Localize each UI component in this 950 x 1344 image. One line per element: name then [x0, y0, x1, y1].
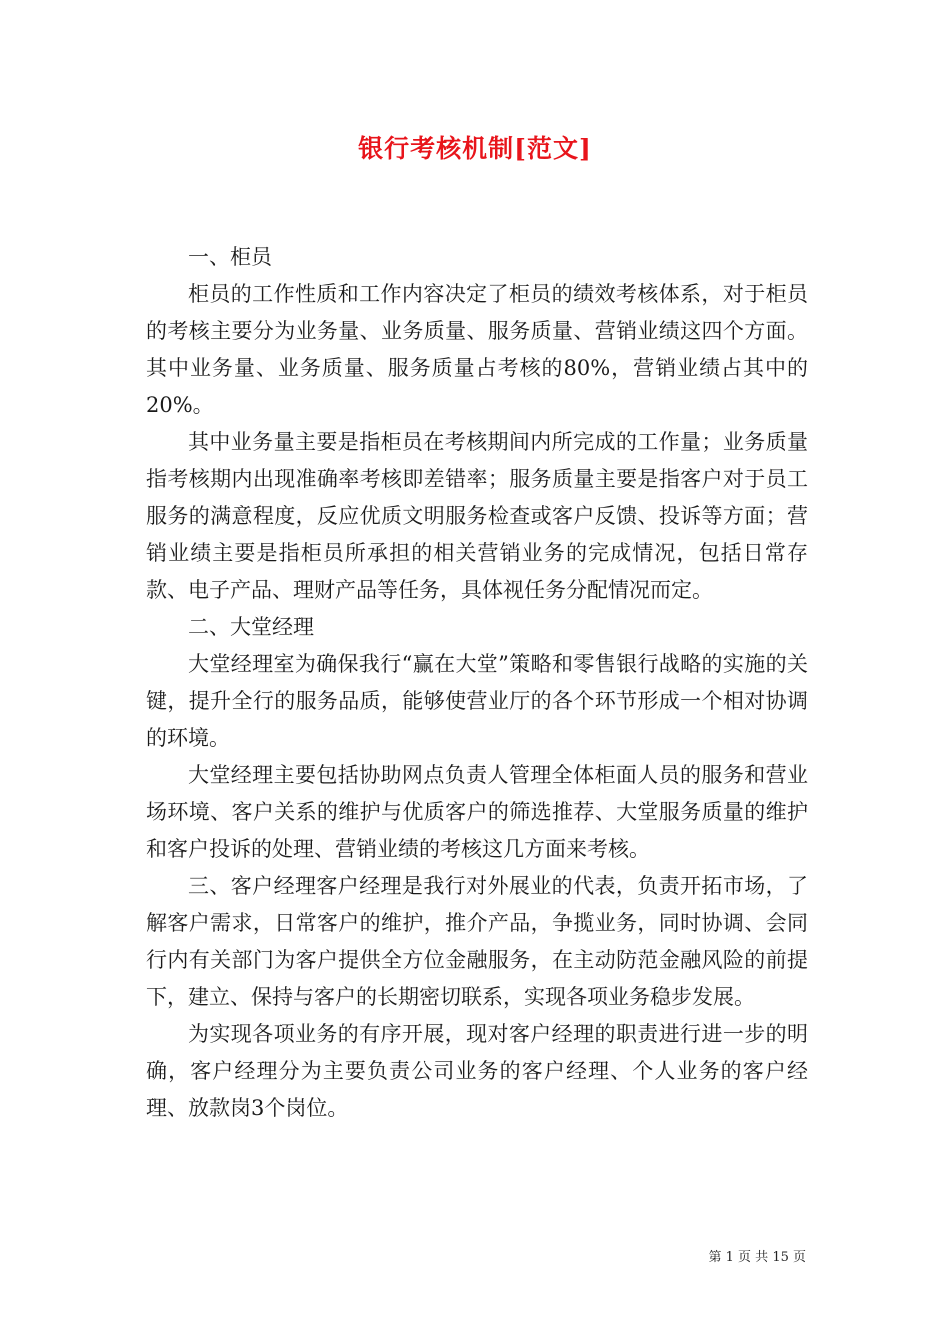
paragraph: 三、客户经理客户经理是我行对外展业的代表，负责开拓市场，了解客户需求，日常客户的维护，推介产品，争揽业务，同时协调、会同行内有关部门为客户提供全方位金融服务，在主动防范金融风险的前提下，建立、保持与客户的长期密切联系，实现各项业务稳步发展。: [146, 874, 808, 1009]
paragraph: 其中业务量主要是指柜员在考核期间内所完成的工作量；业务质量指考核期内出现准确率考核即差错率；服务质量主要是指客户对于员工服务的满意程度，反应优质文明服务检查或客户反馈、投诉等方面；营销业绩主要是指柜员所承担的相关营销业务的完成情况，包括日常存款、电子产品、理财产品等任务，具体视任务分配情况而定。: [146, 430, 808, 602]
paragraph: 为实现各项业务的有序开展，现对客户经理的职责进行进一步的明确，客户经理分为主要负责公司业务的客户经理、个人业务的客户经理、放款岗3个岗位。: [146, 1022, 808, 1120]
document-title: 银行考核机制[范文]: [358, 134, 592, 163]
document-body: [146, 239, 808, 1127]
paragraph: 柜员的工作性质和工作内容决定了柜员的绩效考核体系，对于柜员的考核主要分为业务量、业务质量、服务质量、营销业绩这四个方面。其中业务量、业务质量、服务质量占考核的80%，营销业绩占其中的20%。: [146, 282, 808, 417]
section-heading-teller: 一、柜员: [188, 245, 272, 269]
section-heading-lobby-manager: 二、大堂经理: [188, 615, 314, 639]
page-number-footer: 第 1 页 共 15 页: [708, 1250, 806, 1265]
paragraph: 大堂经理室为确保我行“赢在大堂”策略和零售银行战略的实施的关键，提升全行的服务品质，能够使营业厅的各个环节形成一个相对协调的环境。: [146, 652, 808, 750]
paragraph: 大堂经理主要包括协助网点负责人管理全体柜面人员的服务和营业场环境、客户关系的维护与优质客户的筛选推荐、大堂服务质量的维护和客户投诉的处理、营销业绩的考核这几方面来考核。: [146, 763, 808, 861]
